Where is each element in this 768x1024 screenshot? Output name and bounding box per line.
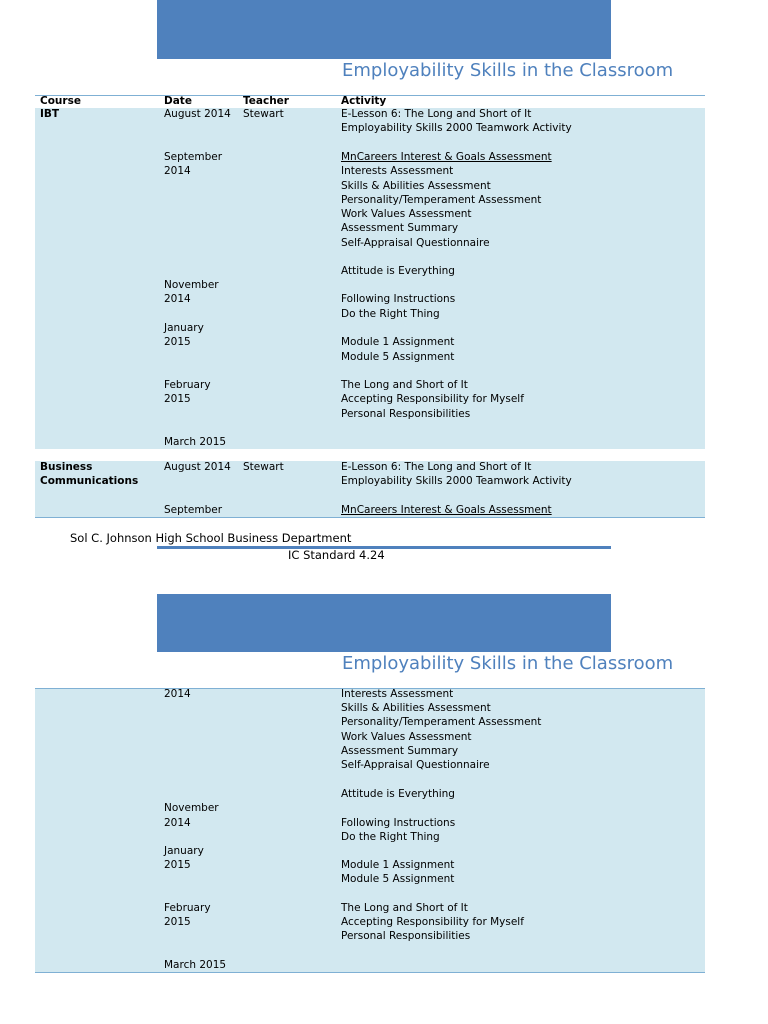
row-divider: [35, 972, 705, 973]
activity-item: Self-Appraisal Questionnaire: [341, 237, 490, 249]
activity-item: Skills & Abilities Assessment: [341, 702, 491, 714]
date-cell: February: [164, 379, 211, 391]
activity-item: Interests Assessment: [341, 688, 454, 700]
course-name: Communications: [40, 475, 139, 487]
row-divider: [35, 517, 705, 518]
date-cell: August 2014: [164, 108, 231, 120]
column-header-teacher: Teacher: [243, 95, 289, 107]
activity-item: Attitude is Everything: [341, 788, 455, 800]
activity-item: Following Instructions: [341, 817, 456, 829]
date-cell: 2014: [164, 165, 191, 177]
teacher-name: Stewart: [243, 108, 284, 120]
header-banner: [157, 0, 611, 59]
activity-item: Interests Assessment: [341, 165, 454, 177]
activity-item: Assessment Summary: [341, 222, 459, 234]
activity-item: Module 1 Assignment: [341, 336, 455, 348]
date-cell: September: [164, 151, 223, 163]
activity-item: Skills & Abilities Assessment: [341, 180, 491, 192]
teacher-name: Stewart: [243, 461, 284, 473]
activity-item: Accepting Responsibility for Myself: [341, 393, 524, 405]
page-title: Employability Skills in the Classroom: [342, 653, 674, 674]
activity-item: Work Values Assessment: [341, 208, 472, 220]
activity-item: Module 5 Assignment: [341, 873, 455, 885]
activity-item: E-Lesson 6: The Long and Short of It: [341, 461, 532, 473]
activity-item: Personal Responsibilities: [341, 408, 471, 420]
column-header-activity: Activity: [341, 95, 387, 107]
date-cell: 2014: [164, 293, 191, 305]
course-name: Business: [40, 461, 93, 473]
course-name: IBT: [40, 108, 60, 120]
activity-link[interactable]: MnCareers Interest & Goals Assessment: [341, 151, 552, 163]
activity-item: Personality/Temperament Assessment: [341, 194, 542, 206]
activity-item: E-Lesson 6: The Long and Short of It: [341, 108, 532, 120]
activity-item: Accepting Responsibility for Myself: [341, 916, 524, 928]
activity-item: Attitude is Everything: [341, 265, 455, 277]
page-title: Employability Skills in the Classroom: [342, 60, 674, 81]
date-cell: January: [164, 322, 204, 334]
footer-standard: IC Standard 4.24: [288, 548, 385, 562]
date-cell: August 2014: [164, 461, 231, 473]
activity-item: The Long and Short of It: [341, 379, 468, 391]
activity-item: Do the Right Thing: [341, 308, 440, 320]
column-header-date: Date: [164, 95, 192, 107]
activity-item: Personal Responsibilities: [341, 930, 471, 942]
activity-item: The Long and Short of It: [341, 902, 468, 914]
date-cell: January: [164, 845, 204, 857]
date-cell: 2015: [164, 916, 191, 928]
header-banner: [157, 594, 611, 652]
activity-item: Self-Appraisal Questionnaire: [341, 759, 490, 771]
activity-link[interactable]: MnCareers Interest & Goals Assessment: [341, 504, 552, 516]
date-cell: 2014: [164, 688, 191, 700]
date-cell: September: [164, 504, 223, 516]
date-cell: 2014: [164, 817, 191, 829]
activity-item: Do the Right Thing: [341, 831, 440, 843]
date-cell: November: [164, 802, 219, 814]
activity-item: Employability Skills 2000 Teamwork Activity: [341, 122, 572, 134]
date-cell: February: [164, 902, 211, 914]
activity-item: Employability Skills 2000 Teamwork Activity: [341, 475, 572, 487]
date-cell: November: [164, 279, 219, 291]
column-header-course: Course: [40, 95, 81, 107]
date-cell: 2015: [164, 859, 191, 871]
date-cell: 2015: [164, 336, 191, 348]
activity-item: Module 1 Assignment: [341, 859, 455, 871]
date-cell: March 2015: [164, 436, 227, 448]
activity-item: Module 5 Assignment: [341, 351, 455, 363]
activity-item: Assessment Summary: [341, 745, 459, 757]
activity-item: Personality/Temperament Assessment: [341, 716, 542, 728]
date-cell: 2015: [164, 393, 191, 405]
footer-school: Sol C. Johnson High School Business Department: [70, 531, 352, 545]
date-cell: March 2015: [164, 959, 227, 971]
activity-item: Following Instructions: [341, 293, 456, 305]
activity-item: Work Values Assessment: [341, 731, 472, 743]
